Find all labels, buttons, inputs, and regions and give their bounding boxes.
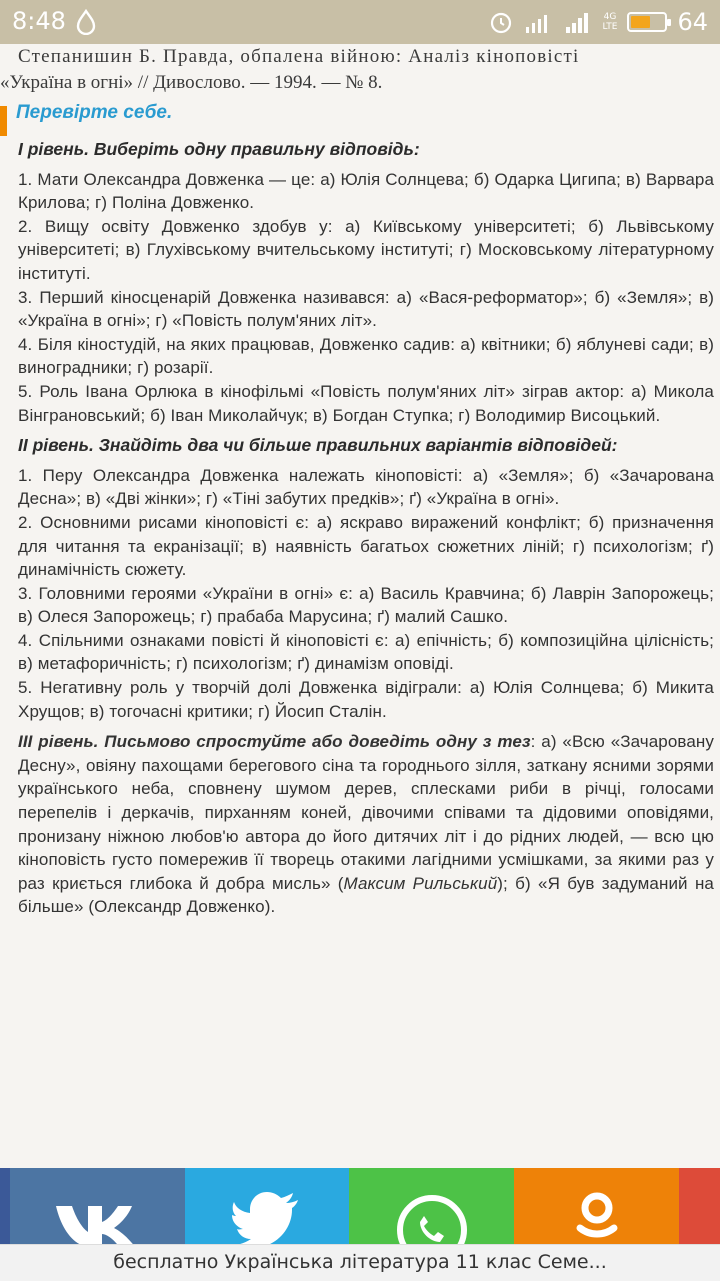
question: 5. Роль Івана Орлюка в кінофільмі «Повість полум'яних літ» зіграв актор: а) Микола Вінграновський; б) Іван Миколайчук; в) Богдан Ступка; г) Володимир Висоцький. [18,381,714,425]
level3-text-a: : а) «Всю «Зачаровану Десну», овіяну пахощами берегового сіна та городнього зілля, заткану ясними зорями українського неба, сповнену шумом дерев, сплесками риби в річці, голосами перепелів і деркачів, пирханням коней, дівочими співами та дідовими оповідями, пронизану ніжною любов'ю автора до його дитячих літ і до рідних людей, — всю цю кіноповість густо помережив її творець отакими лагідними усмішками, за якими раз у раз криється глибока й добра мисль» ( [18,732,715,893]
question: 4. Біля кіностудій, на яких працював, Довженко садив: а) квітники; б) яблуневі сади; в) виноградники; г) розарії. [18,334,714,378]
share-more-button[interactable] [679,1168,720,1244]
page-title-footer[interactable]: бесплатно Українська література 11 клас Семе... [0,1244,720,1281]
question: 2. Основними рисами кіноповісті є: а) яскраво виражений конфлікт; б) призначення для читання та екранізації; в) наявність багатьох сюжетних ліній; г) психологізм; ґ) динамічність сюжету. [18,512,714,580]
vk-icon [50,1192,146,1244]
twitter-bird-icon [232,1192,302,1244]
status-bar [0,0,720,44]
share-edge [0,1168,10,1244]
question: 5. Негативну роль у творчій долі Довженка відіграли: а) Юлія Солнцева; б) Микита Хрущов; в) тогочасні критики; г) Йосип Сталін. [18,678,714,721]
section-marker [0,106,7,136]
question: 3. Перший кіносценарій Довженка називався: а) «Вася-реформатор»; б) «Земля»; в) «Україна в огні»; г) «Повість полум'яних літ». [18,287,714,331]
alarm-icon [488,9,514,35]
battery-icon [627,12,667,32]
level1-heading: І рівень. Виберіть одну правильну відповідь: [18,139,420,159]
status-icons [488,6,708,38]
share-bar [0,1168,720,1244]
level3-heading: ІІІ рівень. Письмово спростуйте або доведіть одну з тез [18,732,531,752]
level3-text-b: ); б) «Я був задуманий на більше» (Олександр Довженко). [18,873,714,917]
level3-author: Максим Рильський [343,873,498,893]
share-whatsapp-button[interactable] [349,1168,514,1244]
exercise-body [18,138,714,919]
check-title: Перевірте себе. [16,102,173,123]
question: 2. Вищу освіту Довженко здобув у: а) Київському університеті; б) Львівському університеті; в) Глухівському вчительському інституті; г) Московському літературному інституті. [18,216,714,283]
level2-heading: ІІ рівень. Знайдіть два чи більше правильних варіантів відповідей: [18,435,618,456]
wifi-icon [524,9,554,35]
battery-percent: 64 [677,8,708,36]
reference-line: Степанишин Б. Правда, обпалена війною: Аналіз кіноповісті [18,46,580,67]
question: 1. Перу Олександра Довженка належать кіноповісті: а) «Земля»; б) «Зачарована Десна»; в) «Дві жінки»; г) «Тіні забутих предків»; ґ) «Україна в огні». [18,465,714,509]
level3-block [18,730,714,919]
question: 4. Спільними ознаками повісті й кіноповісті є: а) епічність; б) композиційна цілісність; в) метафоричність; г) психологізм; ґ) динамізм оповіді. [18,630,714,674]
share-odnoklassniki-button[interactable] [514,1168,679,1244]
status-time: 8:48 [12,7,66,35]
level1-questions [18,168,714,428]
reference-line: «Україна в огні» // Дивослово. — 1994. — № 8. [0,72,383,93]
question: 3. Головними героями «України в огні» є: а) Василь Кравчина; б) Лаврін Запорожець; в) Олеся Запорожець; г) прабаба Марусина; ґ) малий Сашко. [18,583,714,627]
data-saver-icon [76,9,96,35]
reference [0,44,720,96]
share-twitter-button[interactable] [185,1168,349,1244]
page-image [0,44,720,1168]
network-type: 4G LTE [602,12,618,32]
question: 1. Мати Олександра Довженка — це: а) Юлія Солнцева; б) Одарка Цигипа; в) Варвара Крилова; г) Поліна Довженко. [18,169,714,213]
share-vk-button[interactable] [10,1168,185,1244]
odnoklassniki-icon [572,1192,622,1244]
signal-icon [564,9,592,35]
level2-questions [18,464,714,724]
whatsapp-icon [394,1192,470,1244]
battery-level [631,16,650,28]
